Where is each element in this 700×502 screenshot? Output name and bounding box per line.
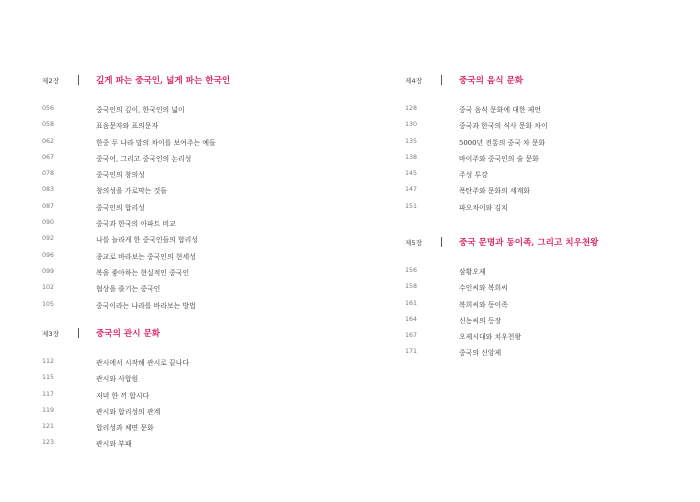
toc-entry[interactable]	[42, 233, 342, 249]
entry-title: 중국인의 창의성	[96, 171, 145, 180]
page-number: 090	[42, 219, 55, 227]
chapter-title: 깊게 파는 중국인, 넓게 파는 한국인	[96, 76, 231, 86]
chapter-header	[42, 327, 342, 343]
entry-title: 중국인의 깊이, 한국인의 넓이	[96, 106, 185, 114]
toc-chapter	[405, 74, 685, 212]
page-number: 119	[42, 406, 55, 414]
page-number: 105	[42, 300, 55, 308]
entry-title: 수인씨와 복희씨	[459, 284, 508, 293]
page-number: 115	[42, 374, 55, 382]
entry-title: 중국인의 합리성	[96, 203, 145, 212]
entry-title: 5000년 전통의 중국 차 문화	[459, 138, 546, 147]
entry-title: 폭탄주와 문화의 세계화	[459, 187, 530, 196]
toc-entry[interactable]	[42, 103, 342, 119]
entry-title: 표음문자와 표의문자	[96, 122, 159, 131]
entry-title: 주성 투강	[459, 171, 488, 180]
chapter-separator	[441, 75, 442, 85]
page-number: 096	[42, 251, 55, 259]
entry-title: 중국의 신앙제	[459, 349, 502, 358]
chapter-header	[405, 236, 685, 252]
entry-title: 중국어, 그리고 중국인의 논리성	[96, 154, 192, 163]
entry-title: 관시와 합리성의 관계	[96, 407, 161, 416]
page-number: 147	[405, 186, 418, 194]
page-number: 156	[405, 267, 418, 274]
chapter-number: 제5장	[405, 239, 423, 247]
entry-title: 관시에서 시작해 관시로 끝나다	[96, 359, 190, 367]
toc-entry[interactable]	[42, 152, 342, 168]
toc-entry[interactable]	[42, 201, 342, 217]
entry-title: 협상을 즐기는 중국인	[96, 285, 161, 294]
toc-entry[interactable]	[405, 201, 685, 217]
toc-entry[interactable]	[405, 298, 685, 314]
chapter-header	[405, 74, 685, 90]
entry-title: 중국이라는 나라를 바라보는 방법	[96, 301, 196, 310]
chapter-separator	[78, 75, 79, 85]
page-number: 161	[405, 299, 418, 307]
toc-entry[interactable]	[42, 282, 342, 298]
chapter-title: 중국의 관시 문화	[96, 329, 161, 339]
toc-entry[interactable]	[42, 437, 342, 453]
page-number: 167	[405, 332, 418, 340]
entry-title: 중국과 한국의 식사 문화 차이	[459, 122, 548, 131]
toc-entry[interactable]	[405, 184, 685, 200]
toc-entry[interactable]	[42, 217, 342, 233]
entry-title: 관시와 부패	[96, 440, 132, 449]
chapter-number: 제2장	[42, 77, 60, 85]
toc-chapter	[405, 236, 685, 358]
page-number: 092	[42, 235, 55, 243]
chapter-title: 중국의 음식 문화	[459, 76, 524, 86]
page-number: 164	[405, 315, 418, 323]
entry-list	[42, 103, 342, 315]
toc-entry[interactable]	[42, 184, 342, 200]
chapter-number: 제4장	[405, 77, 423, 85]
entry-title: 중국 음식 문화에 대한 제언	[459, 106, 541, 114]
entry-list	[405, 103, 685, 217]
entry-title: 신농씨의 등장	[459, 316, 502, 325]
toc-entry[interactable]	[405, 168, 685, 184]
toc-entry[interactable]	[405, 119, 685, 135]
page-number: 121	[42, 423, 55, 431]
chapter-number: 제3장	[42, 330, 60, 338]
entry-title: 파오차이와 김치	[459, 203, 508, 212]
toc-chapter	[42, 74, 342, 310]
entry-title: 복을 좋아하는 현실적인 중국인	[96, 268, 190, 277]
entry-title: 나를 놀라게 한 중국인들의 합리성	[96, 236, 198, 245]
page-number: 067	[42, 153, 55, 161]
chapter-separator	[441, 237, 442, 247]
toc-entry[interactable]	[405, 346, 685, 362]
page-number: 058	[42, 121, 55, 129]
chapter-header	[42, 74, 342, 90]
entry-title: 복희씨와 동이족	[459, 300, 508, 309]
entry-title: 오제시대와 치우천왕	[459, 333, 522, 342]
page-number: 158	[405, 283, 418, 291]
page-number: 099	[42, 267, 55, 275]
page-number: 171	[405, 348, 418, 356]
toc-entry[interactable]	[42, 299, 342, 315]
page-number: 138	[405, 153, 418, 161]
toc-entry[interactable]	[42, 421, 342, 437]
entry-title: 중국과 한국의 아파트 비교	[96, 220, 176, 229]
page-number: 135	[405, 137, 418, 145]
page-number: 062	[42, 137, 55, 145]
toc-entry[interactable]	[42, 250, 342, 266]
entry-title: 합리성과 체면 문화	[96, 424, 154, 433]
page-number: 117	[42, 390, 55, 398]
toc-entry[interactable]	[405, 330, 685, 346]
entry-title: 관시와 사합원	[96, 375, 139, 384]
chapter-separator	[78, 328, 79, 338]
page-number: 087	[42, 202, 55, 210]
toc-entry[interactable]	[42, 405, 342, 421]
page-number: 123	[42, 439, 55, 447]
entry-title: 종교로 바라보는 중국인의 현세성	[96, 252, 196, 261]
page-number: 112	[42, 358, 55, 365]
toc-chapter	[42, 327, 342, 449]
page-number: 128	[405, 105, 418, 112]
toc-entry[interactable]	[405, 281, 685, 297]
page-number: 078	[42, 170, 55, 178]
entry-title: 삼황오제	[459, 268, 486, 276]
entry-title: 창의성을 가로막는 것들	[96, 187, 167, 196]
toc-entry[interactable]	[42, 372, 342, 388]
page-number: 151	[405, 202, 418, 210]
toc-entry[interactable]	[405, 314, 685, 330]
entry-title: 저녁 한 끼 합시다	[96, 391, 150, 400]
toc-entry[interactable]	[405, 265, 685, 281]
toc-entry[interactable]	[405, 103, 685, 119]
toc-entry[interactable]	[42, 266, 342, 282]
toc-entry[interactable]	[42, 356, 342, 372]
toc-entry[interactable]	[42, 136, 342, 152]
toc-entry[interactable]	[405, 136, 685, 152]
entry-list	[42, 356, 342, 454]
toc-entry[interactable]	[42, 119, 342, 135]
entry-list	[405, 265, 685, 363]
toc-entry[interactable]	[42, 168, 342, 184]
chapter-title: 중국 문명과 동이족, 그리고 치우천왕	[459, 238, 599, 248]
toc-entry[interactable]	[42, 389, 342, 405]
entry-title: 한중 두 나라 말의 차이를 보여주는 예들	[96, 138, 216, 147]
page-number: 056	[42, 105, 55, 112]
page-number: 130	[405, 121, 418, 129]
toc-entry[interactable]	[405, 152, 685, 168]
page-number: 145	[405, 170, 418, 178]
entry-title: 바이주와 중국인의 술 문화	[459, 154, 539, 163]
page-number: 102	[42, 284, 55, 292]
page-number: 083	[42, 186, 55, 194]
